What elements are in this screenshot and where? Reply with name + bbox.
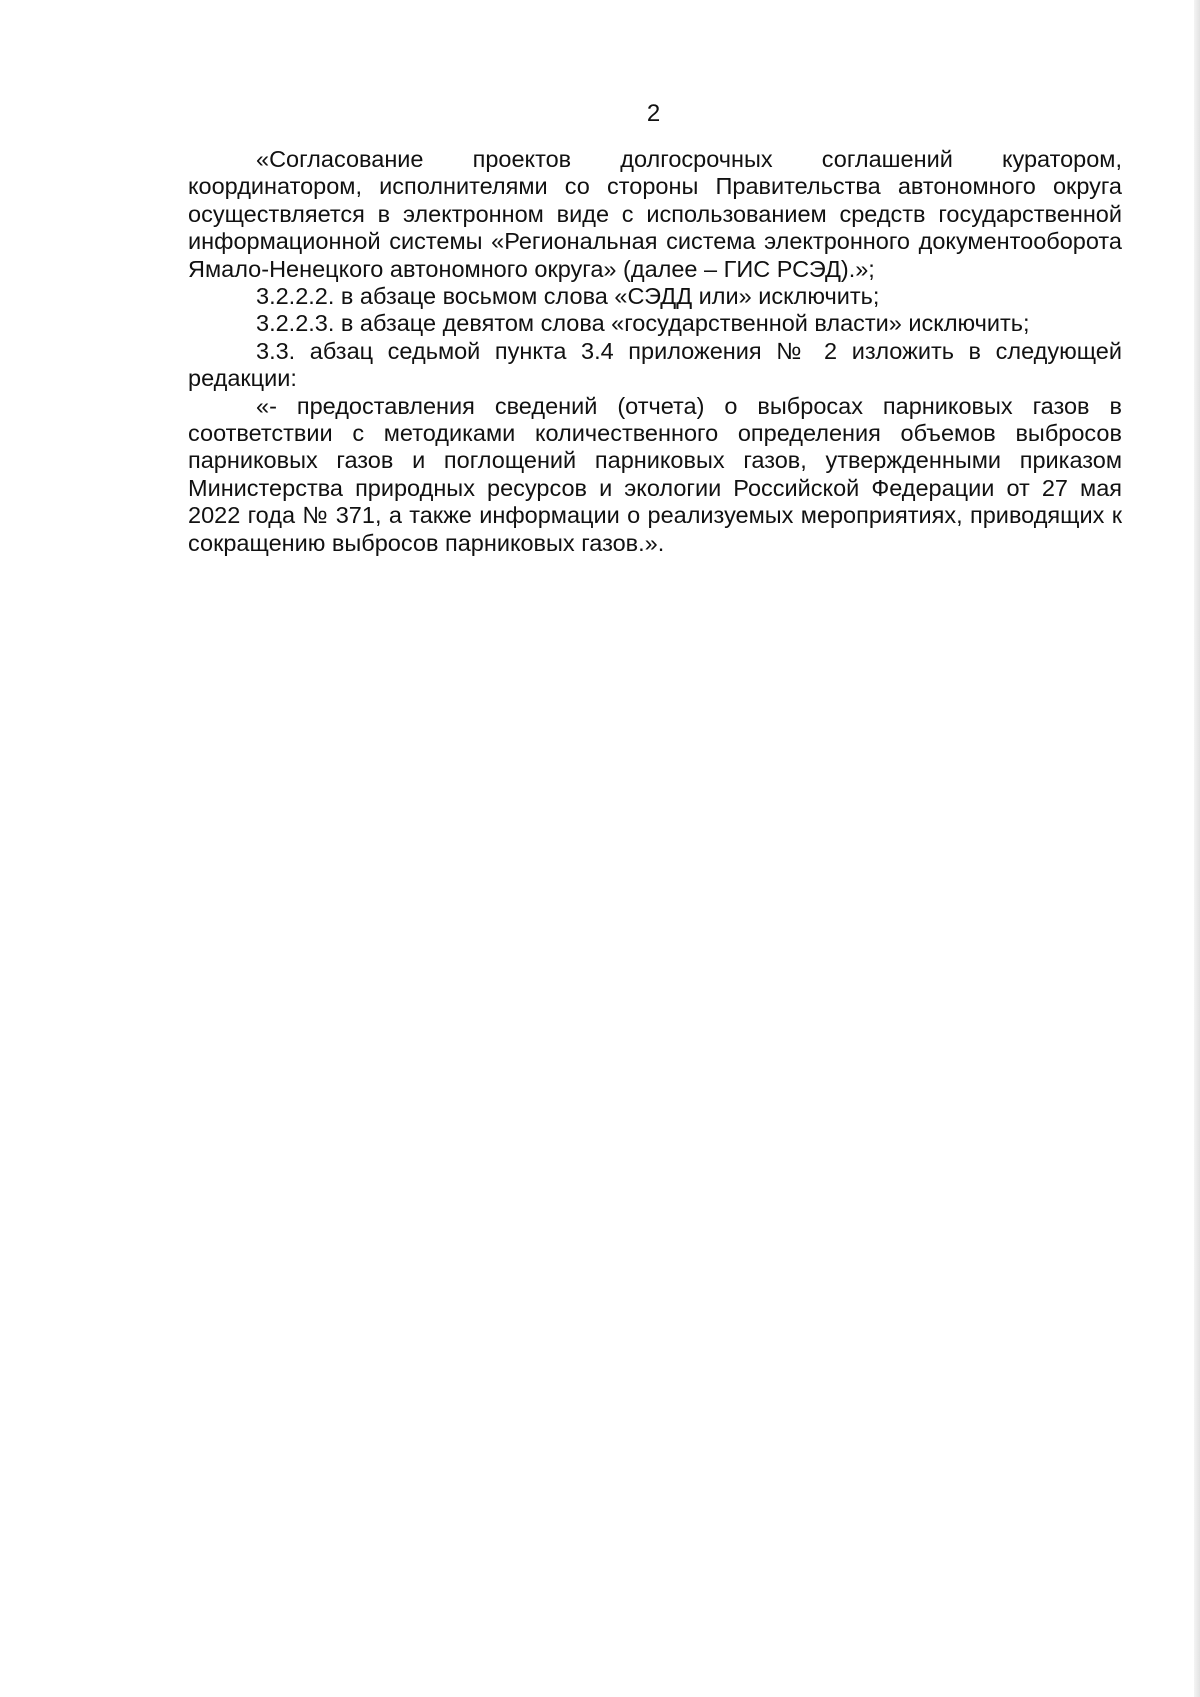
- page-edge-shadow: [1194, 0, 1200, 1697]
- paragraph-item-3-2-2-2: 3.2.2.2. в абзаце восьмом слова «СЭДД или» исключить;: [256, 283, 880, 310]
- paragraph-approval-procedure: «Согласование проектов долгосрочных соглашений куратором, координатором, исполнителями со стороны Правительства автономного округа осуществляется в электронном виде с использованием средств государственной информационной системы «Региональная система электронного документооборота Ямало-Ненецкого автономного округа» (далее – ГИС РСЭД).»;: [188, 146, 1122, 282]
- paragraph-greenhouse-gas-report: «- предоставления сведений (отчета) о выбросах парниковых газов в соответствии с методиками количественного определения объемов выбросов парниковых газов и поглощений парниковых газов, утвержденными приказом Министерства природных ресурсов и экологии Российской Федерации от 27 мая 2022 года № 371, а также информации о реализуемых мероприятиях, приводящих к сокращению выбросов парниковых газов.».: [188, 392, 1122, 556]
- paragraph-item-3-3: 3.3. абзац седьмой пункта 3.4 приложения № 2 изложить в следующей редакции:: [188, 337, 1122, 392]
- paragraph-item-3-2-2-3: 3.2.2.3. в абзаце девятом слова «государственной власти» исключить;: [256, 310, 1030, 337]
- page-number: 2: [646, 100, 661, 127]
- document-body: [188, 146, 1122, 557]
